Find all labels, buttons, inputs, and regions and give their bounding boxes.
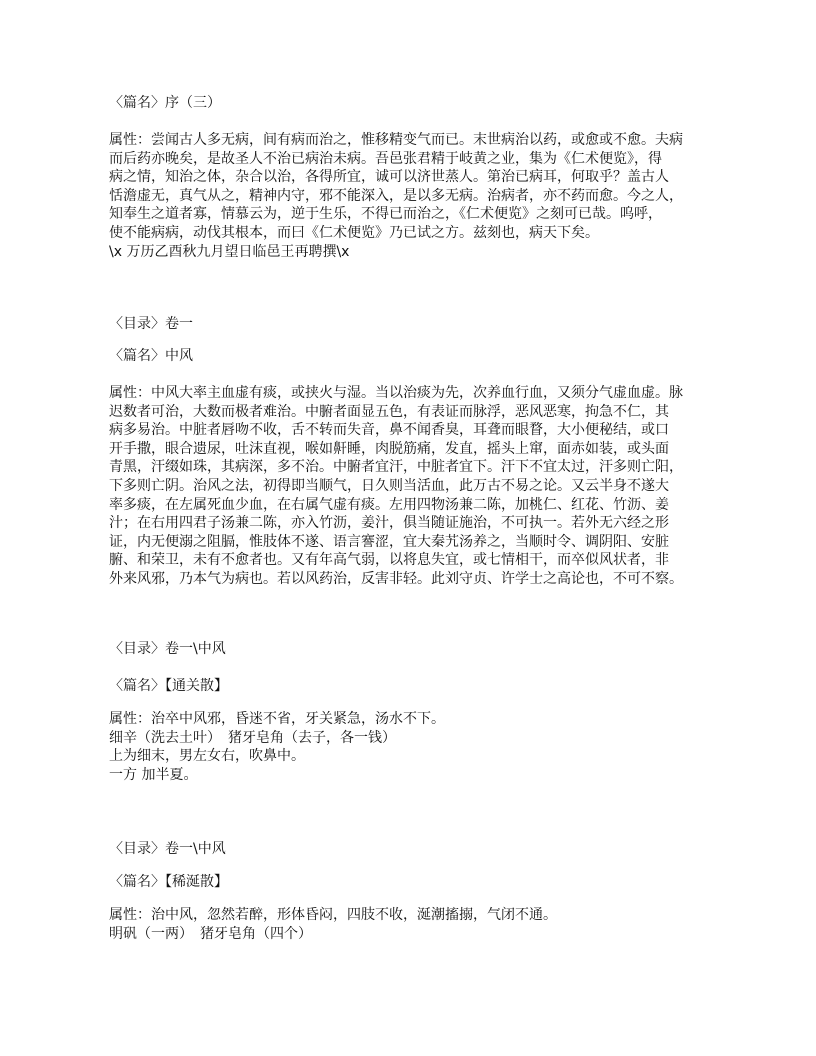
body-line: 明矾（一两） 猪牙皂角（四个） [109,925,312,942]
body-line: 汁；在右用四君子汤兼二陈，亦入竹沥，姜汁，俱当随证施治，不可执一。若外无六经之形 [109,515,669,532]
section-toc: 〈目录〉卷一\中风 [109,641,226,657]
body-line: 使不能病病，动伐其根本，而曰《仁术便览》乃已试之方。兹刻也，病天下矣。 [109,224,599,241]
body-line: 细辛（洗去土叶） 猪牙皂角（去子，各一钱） [109,729,396,746]
section-toc: 〈目录〉卷一 [109,316,193,332]
body-line: 属性：治卒中风邪，昏迷不省，牙关紧急，汤水不下。 [109,711,445,727]
section-body [109,710,709,784]
body-line: 属性：中风大率主血虚有痰，或挟火与湿。当以治痰为先，次养血行血，又须分气虚血虚。脉 [109,385,683,401]
body-line: 青黑，汗缀如珠，其病深，多不治。中腑者宜汗，中脏者宜下。汗下不宜太过，汗多则亡阳， [109,459,683,476]
section-title: 〈篇名〉【通关散】 [109,678,228,694]
section-body [109,131,709,261]
body-line: 率多痰，在左属死血少血，在右属气虚有痰。左用四物汤兼二陈，加桃仁、红花、竹沥、姜 [109,496,669,513]
body-line: 恬澹虚无，真气从之，精神内守，邪不能深入，是以多无病。治病者，亦不药而愈。今之人， [109,187,683,204]
body-line: 属性：治中风，忽然若醉，形体昏闷，四肢不收，涎潮搐搦，气闭不通。 [109,907,557,923]
body-line: 知奉生之道者寡，情慕云为，逆于生乐，不得已而治之，《仁术便览》之刻可已哉。呜呼， [109,206,662,223]
body-line: 一方 加半夏。 [109,766,198,783]
body-line: \x 万历乙酉秋九月望日临邑王再聘撰\x [109,243,350,260]
section-title: 〈篇名〉中风 [109,348,193,364]
body-line: 腑、和荣卫，未有不愈者也。又有年高气弱，以将息失宜，或七情相干，而卒似风状者，非 [109,552,669,569]
body-line: 开手撒，眼合遗尿，吐沫直视，喉如鼾睡，肉脱筋痛，发直，摇头上窜，面赤如装，或头面 [109,440,669,457]
body-line: 属性：尝闻古人多无病，间有病而治之，惟移精变气而已。末世病治以药，或愈或不愈。夫病 [109,132,683,148]
body-line: 迟数者可治，大数而极者难治。中腑者面显五色，有表证而脉浮，恶风恶寒，拘急不仁，其 [109,403,669,420]
body-line: 而后药亦晚矣，是故圣人不治已病治未病。吾邑张君精于岐黄之业，集为《仁术便览》，得 [109,150,662,167]
section-toc: 〈目录〉卷一\中风 [109,841,226,857]
section-title: 〈篇名〉序（三） [109,95,221,111]
body-line: 病多易治。中脏者唇吻不收，舌不转而失音，鼻不闻香臭，耳聋而眼瞀，大小便秘结，或口 [109,422,669,439]
section-title: 〈篇名〉【稀涎散】 [109,874,228,890]
section-body [109,384,709,589]
body-line: 病之情，知治之体，杂合以治，各得所宜，诚可以济世蒸人。第治已病耳，何取乎？盖古人 [109,169,669,186]
body-line: 外来风邪，乃本气为病也。若以风药治，反害非轻。此刘守贞、许学士之高论也，不可不察。 [109,570,683,587]
body-line: 证，内无便溺之阻膈，惟肢体不遂、语言謇涩，宜大秦艽汤养之，当顺时令、调阴阳、安脏 [109,533,669,550]
body-line: 上为细末，男左女右，吹鼻中。 [109,748,305,765]
body-line: 下多则亡阴。治风之法，初得即当顺气，日久则当活血，此万古不易之论。又云半身不遂大 [109,477,669,494]
section-body [109,906,709,943]
